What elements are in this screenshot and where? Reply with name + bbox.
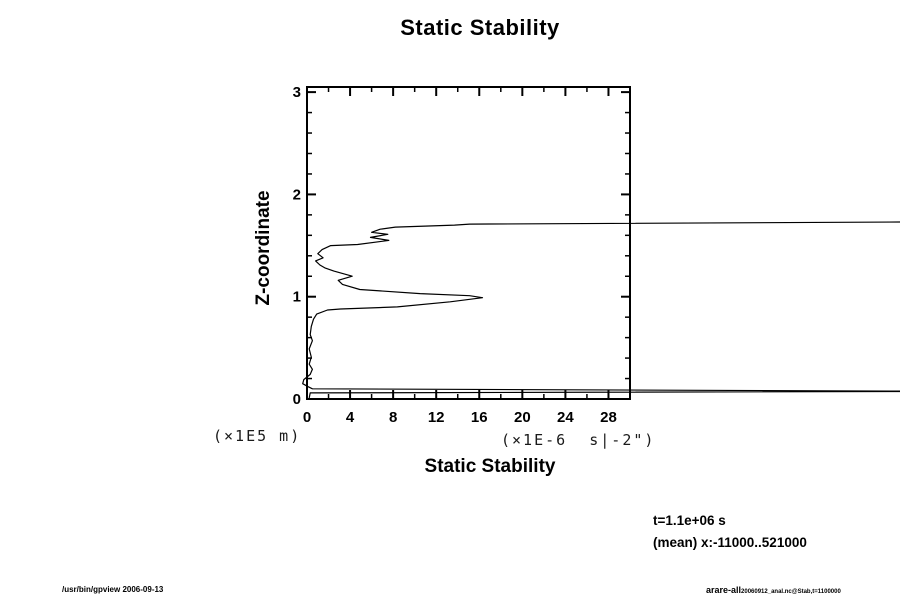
x-tick-label: 8 [388,409,398,426]
x-axis-unit-label: (×1E-6 s|-2") [501,431,656,449]
x-tick-label: 20 [513,409,531,426]
y-axis-label: Z-coordinate [253,190,274,306]
footer-data-source-detail: 20060912_anal.nc@Stab,t=1100000 [741,589,841,595]
x-tick-label: 0 [302,409,312,426]
plot-frame [307,87,630,399]
x-tick-label: 24 [557,409,574,426]
profile-curve [303,222,900,398]
y-axis-unit-label: (×1E5 m) [213,427,302,445]
x-tick-label: 16 [470,409,488,426]
y-tick-label: 0 [292,391,301,408]
plot-subtitle: Static Stability [424,456,556,477]
footer-data-source-main: arare-all [706,585,742,595]
y-tick-label: 2 [292,186,301,204]
page-title: Static Stability [400,15,560,40]
y-tick-label: 3 [292,84,301,102]
annotation-mean-range: (mean) x:-11000..521000 [653,535,807,550]
y-tick-label: 1 [292,288,301,306]
footer-data-source [706,585,841,595]
footer-command-line: /usr/bin/gpview 2006-09-13 [62,585,164,594]
x-tick-label: 12 [427,409,445,426]
x-tick-label: 4 [345,409,355,426]
x-tick-label: 28 [600,409,617,426]
annotation-time: t=1.1e+06 s [653,513,726,528]
